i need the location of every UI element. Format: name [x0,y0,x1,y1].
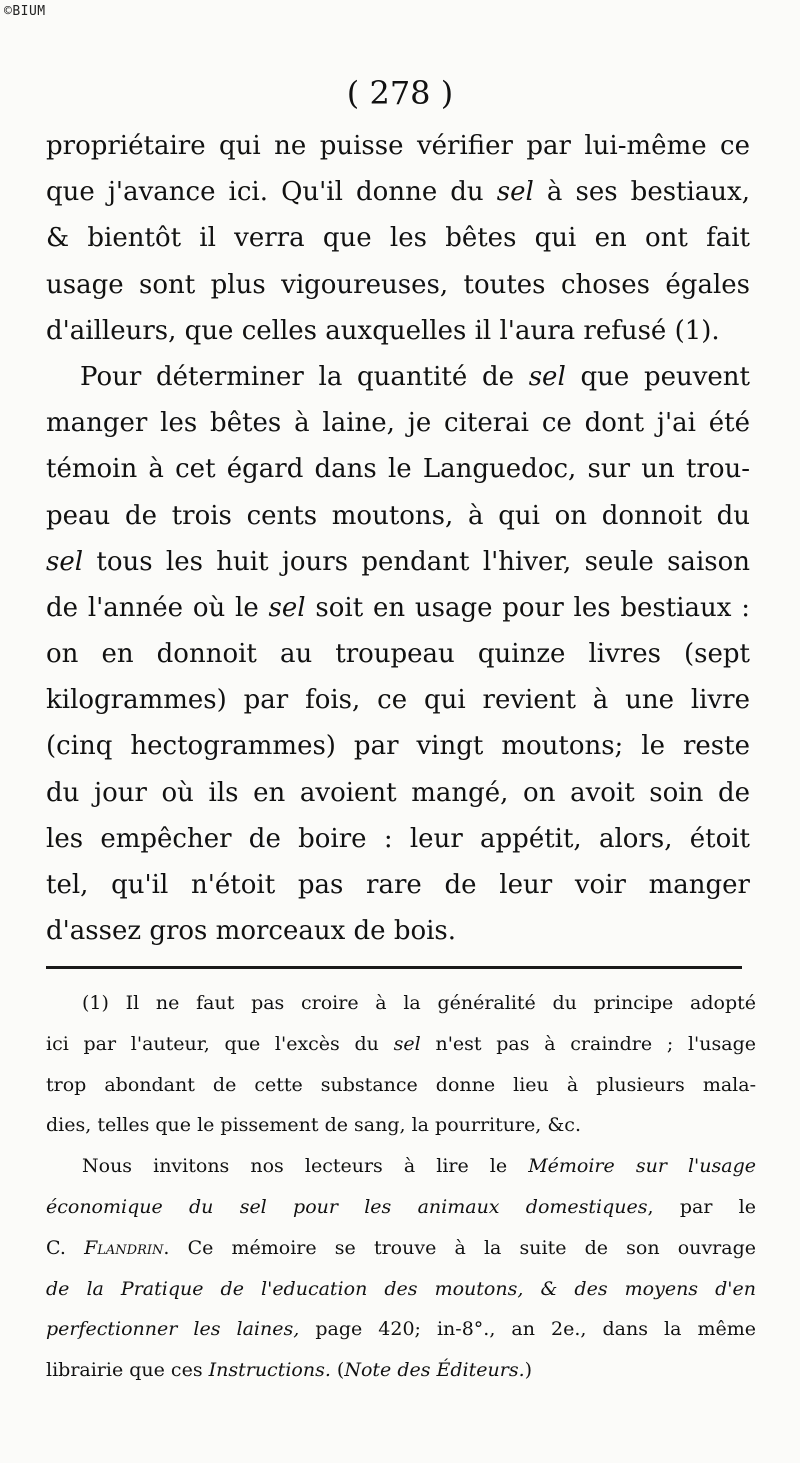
footnote-line: C. Flandrin. Ce mémoire se trouve à la suite de son ouvrage [46,1236,756,1259]
footnote-line: librairie que ces Instructions. (Note des Éditeurs.) [46,1359,533,1382]
text-line: (cinq hectogrammes) par vingt moutons; le reste [46,731,750,762]
footnote-line: trop abondant de cette substance donne lieu à plusieurs mala- [46,1073,756,1096]
text-line: de l'année où le sel soit en usage pour les bestiaux : [46,592,750,623]
page-number: ( 278 ) [346,74,454,112]
footnote-line: dies, telles que le pissement de sang, la pourriture, &c. [46,1114,581,1137]
footnote-line [46,1269,756,1310]
italic-word: sel [496,177,534,208]
main-text [46,123,750,954]
text-line: sel tous les huit jours pendant l'hiver, seule saison [46,546,750,577]
footnote-line: (1) Il ne faut pas croire à la généralité du principe adopté [82,992,756,1014]
text-line: manger les bêtes à laine, je citerai ce dont j'ai été [46,408,750,439]
italic-title: Instructions. [208,1359,331,1382]
text-line: Pour déterminer la quantité de sel que peuvent [80,361,750,392]
italic-word: sel [268,592,306,623]
footnote-line: ici par l'auteur, que l'excès du sel n'est pas à craindre ; l'usage [46,1032,756,1055]
text-line: tel, qu'il n'étoit pas rare de leur voir manger [46,870,750,900]
footnote-line: perfectionner les laines, page 420; in-8°., an 2e., dans la même [46,1318,756,1341]
footnote-line: Nous invitons nos lecteurs à lire le Mémoire sur l'usage [82,1155,756,1178]
footnote-line: économique du sel pour les animaux domestiques, par le [46,1195,757,1218]
text-line: peau de trois cents moutons, à qui on donnoit du [46,500,750,531]
italic-word: sel [528,361,566,392]
text-line: & bientôt il verra que les bêtes qui en ont fait [46,223,750,254]
text-line: que j'avance ici. Qu'il donne du sel à ses bestiaux, [46,177,750,208]
italic-title: perfectionner les laines, [46,1318,300,1341]
text-line: les empêcher de boire : leur appétit, alors, étoit [46,823,750,854]
italic-word: sel [46,546,84,577]
italic-title: Mémoire sur l'usage [528,1155,756,1178]
text-line: d'ailleurs, que celles auxquelles il l'aura refusé (1). [46,315,720,346]
italic-title: de la Pratique de l'education des moutons, & des moyens d'en [46,1277,756,1300]
text-line: témoin à cet égard dans le Languedoc, sur un trou- [46,454,750,485]
editors-note: Note des Éditeurs. [344,1359,525,1382]
library-watermark: ©BIUM [4,4,46,19]
footnote-divider [46,966,742,969]
text-line: du jour où ils en avoient mangé, on avoit soin de [46,777,750,808]
text-line: on en donnoit au troupeau quinze livres (sept [46,639,750,670]
italic-title: économique du sel pour les animaux domestiques [46,1195,648,1218]
text-line: propriétaire qui ne puisse vérifier par lui-même ce [46,131,750,161]
author-name: Flandrin [84,1236,164,1259]
text-line: kilogrammes) par fois, ce qui revient à une livre [46,685,750,716]
italic-word: sel [393,1032,421,1055]
footnotes [46,983,756,1391]
text-line: usage sont plus vigoureuses, toutes choses égales [46,269,750,300]
text-line: d'assez gros morceaux de bois. [46,916,457,947]
